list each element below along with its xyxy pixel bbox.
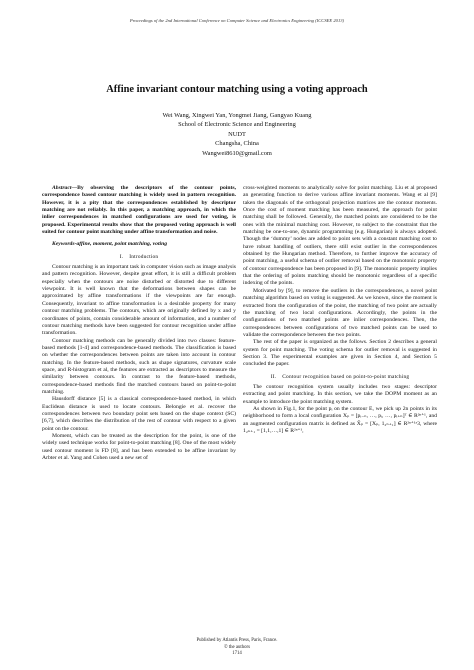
paragraph: Contour matching is an important task in computer vision such as image analysis and pattern recognition. However, despite great effort, it is still a difficult problem especially when the contours are noise disturbed or distorted due to different viewpoint. It is well known that the deformations between shapes can be approximated by affine transformations if the viewpoints are far enough. Consequently, invariant to affine transformation is a desirable property for many contour matching problems. The contours, which are originally defined by x and y coordinates of points, contain considerable amount of information, and a number of contour matching methods have been suggested for contour recognition under affine transformation. <box>42 264 236 337</box>
author-email: Wangwei8610@gmail.com <box>202 149 272 157</box>
author-university: NUDT <box>228 130 246 138</box>
paragraph: As shown in Fig.1, for the point pᵢ on the contour E, we pick up 2n points in its neighborhood to form a local configuration Xₚ = [pᵢ₋ₙ, …, pᵢ, …, pᵢ₊ₙ]ᵀ ∈ R²ⁿ⁺¹, and an augmented configuration matrix is defined as X̃ₚ = [Xₚ, 1₂ₙ₊₁] ∈ R²ⁿ⁺¹ˣ3, where 1₂ₙ₊₁ = [1,1,…,1] ∈ R²ⁿ⁺¹, <box>243 405 437 434</box>
copyright-line: © the authors <box>223 644 251 650</box>
publisher-line: Published by Atlantis Press, Paris, France. <box>196 638 278 643</box>
abstract-lead: Abstract— <box>52 185 78 191</box>
section-title: Introduction <box>129 253 159 260</box>
section-title: Contour recognition based on point-to-point matching <box>282 373 410 380</box>
author-block <box>0 111 474 158</box>
left-column <box>42 185 236 462</box>
paragraph: Moment, which can be treated as the description for the point, is one of the widely used technique works for point-to-point matching [8]. One of the most widely used contour moment is FD [8], and has been extended to be affine invariant by Arbter et al. Yang and Cohen used a new set of <box>42 433 236 462</box>
conference-header: Proceedings of the 2nd International Conference on Computer Science and Electronics Engineering (ICCSEE 2013) <box>129 18 345 23</box>
paragraph: Motivated by [9], to remove the outliers in the correspondences, a novel point matching algorithm based on voting is suggested. As we known, since the moment is extracted from the configuration of the point, the matching of two point are actually the matching of two local configurations. Accordingly, the points in the configurations of two matched points are inlier correspondences. Then, the correspondences between configurations of two matched points can be used to validate the correspondence between the two points. <box>243 287 437 338</box>
section-number: II. <box>270 373 277 380</box>
section-heading-contour-recognition <box>243 374 437 381</box>
paragraph: cross-weighted moments to analytically solve for point matching. Liu et al proposed an generating function to derive various affine invariant moments. Wang et al [9] taken the diagonals of the orthogonal projection matrices are the contour moments. Once the cost of moment matching has been measured, the approach for point matching shall be followed. Generally, the matched points are considered to be the ones with the minimal matching cost. However, to subject to the constraint that the matching be one-to-one, dynamic programming (e.g. Hungarian) is always adopted. Though the ‘dummy’ nodes are added to point sets with a constant matching cost to have robust handling of outliers, there still exist outlier in the correspondences obtained by the Hungarian method. Therefore, to further improve the accuracy of point matching, a useful schema of outlier removal based on the monotonic property of contour correspondence has been proposed in [9]. The monotonic property implies that the ordering of points matching should be monotonic regardless of a specific indexing of the points. <box>243 185 437 287</box>
author-city: Changsha, China <box>215 140 259 148</box>
paragraph: The rest of the paper is organized as the follows. Section 2 describes a general system for point matching. The voting schema for outlier removal is suggested in Section 3. The experimental examples are given in Section 4, and Section 5 concluded the paper. <box>243 339 437 368</box>
keywords: Keywords-affine, moment, point matching, voting <box>52 241 168 248</box>
abstract-text: By observing the descriptors of the contour points, correspondence based contour matching is widely used in pattern recognition. However, it is a pity that the correspondences established by descriptor matching are not reliably. In this paper, a matching approach, in which the inlier correspondences in matched configurations are used for voting, is proposed. Experimental results show that the proposed voting approach is well suited for contour point matching under affine transformation and noise. <box>42 185 236 236</box>
paper-title: Affine invariant contour matching using a voting approach <box>106 84 368 95</box>
right-column <box>243 185 437 435</box>
section-number: I. <box>119 253 124 260</box>
page-number: 1714 <box>232 651 242 657</box>
section-heading-introduction <box>42 254 236 261</box>
author-names: Wei Wang, Xingwei Yan, Yongmei Jiang, Gangyao Kuang <box>162 112 312 119</box>
paragraph: Contour matching methods can be generally divided into two classes: feature-based methods [1-4] and correspondence-based methods. The classification is based on whether the correspondences between points are taken into account in contour matching. In the feature-based methods, such as shape signatures, curvature scale space, and R-histogram et al, the features are extracted as descriptors to measure the similarity between contours. In contrast to the feature-based methods, correspondence-based methods find the matched contours based on point-to-point matching. <box>42 337 236 395</box>
paragraph: Hausdorff distance [5] is a classical correspondence-based method, in which Euclidean distance is used to locate contours. Belongie et al. recover the correspondences between two boundary point sets based on the shape context (SC) [6,7], which describes the distribution of the rest of contour with respect to a given point on the contour. <box>42 396 236 432</box>
author-school: School of Electronic Science and Engineering <box>178 121 296 129</box>
paragraph: The contour recognition system usually includes two stages: descriptor extracting and point matching. In this section, we take the DOPM moment as an example to introduce the point matching system. <box>243 383 437 405</box>
abstract <box>42 185 236 236</box>
page-footer <box>0 638 474 658</box>
